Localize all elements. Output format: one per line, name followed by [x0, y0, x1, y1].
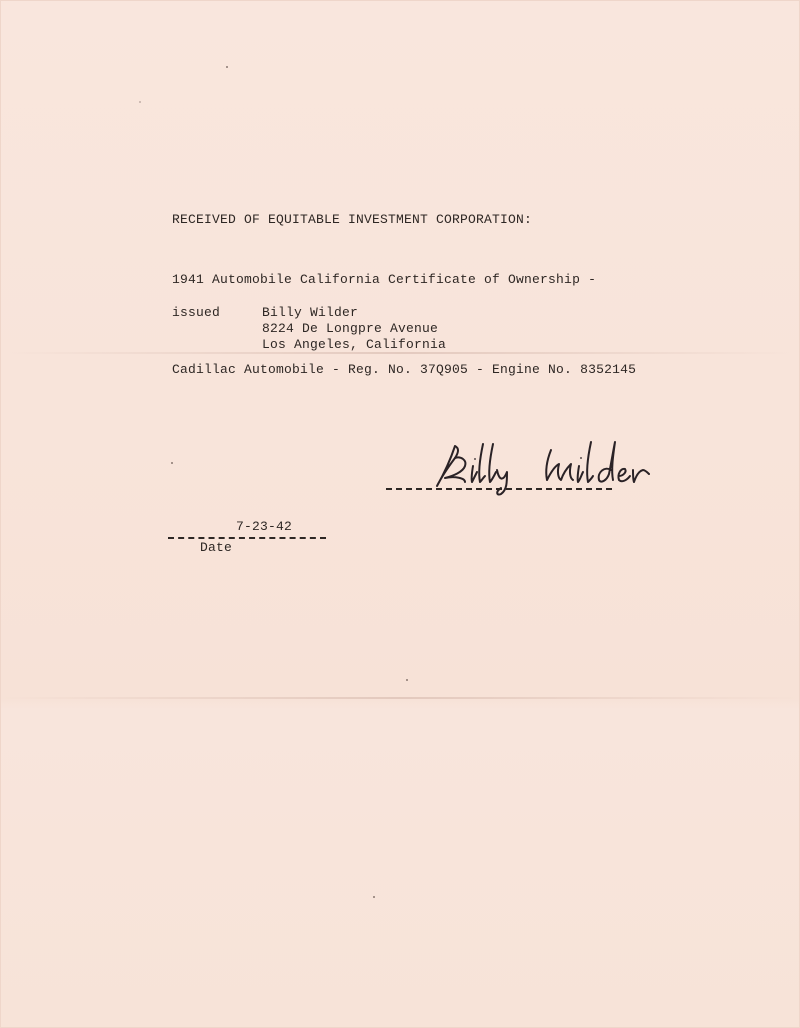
heading: RECEIVED OF EQUITABLE INVESTMENT CORPORATION: [172, 212, 533, 227]
owner-street: 8224 De Longpre Avenue [262, 321, 439, 336]
date-label: Date [200, 540, 233, 555]
paper-speck [373, 896, 375, 898]
owner-city: Los Angeles, California [262, 337, 447, 352]
handwritten-signature [425, 436, 665, 496]
signature-line [386, 488, 612, 490]
paper-speck [171, 462, 173, 464]
paper-speck [226, 66, 228, 68]
date-line [168, 537, 326, 539]
paper-fold-line [0, 697, 800, 699]
issued-label: issued [172, 305, 221, 320]
certificate-line: 1941 Automobile California Certificate of Ownership - [172, 272, 597, 287]
date-value: 7-23-42 [236, 519, 293, 534]
paper-speck [406, 679, 408, 681]
vehicle-line: Cadillac Automobile - Reg. No. 37Q905 - Engine No. 8352145 [172, 362, 637, 377]
owner-name: Billy Wilder [262, 305, 359, 320]
paper-speck [139, 101, 141, 103]
